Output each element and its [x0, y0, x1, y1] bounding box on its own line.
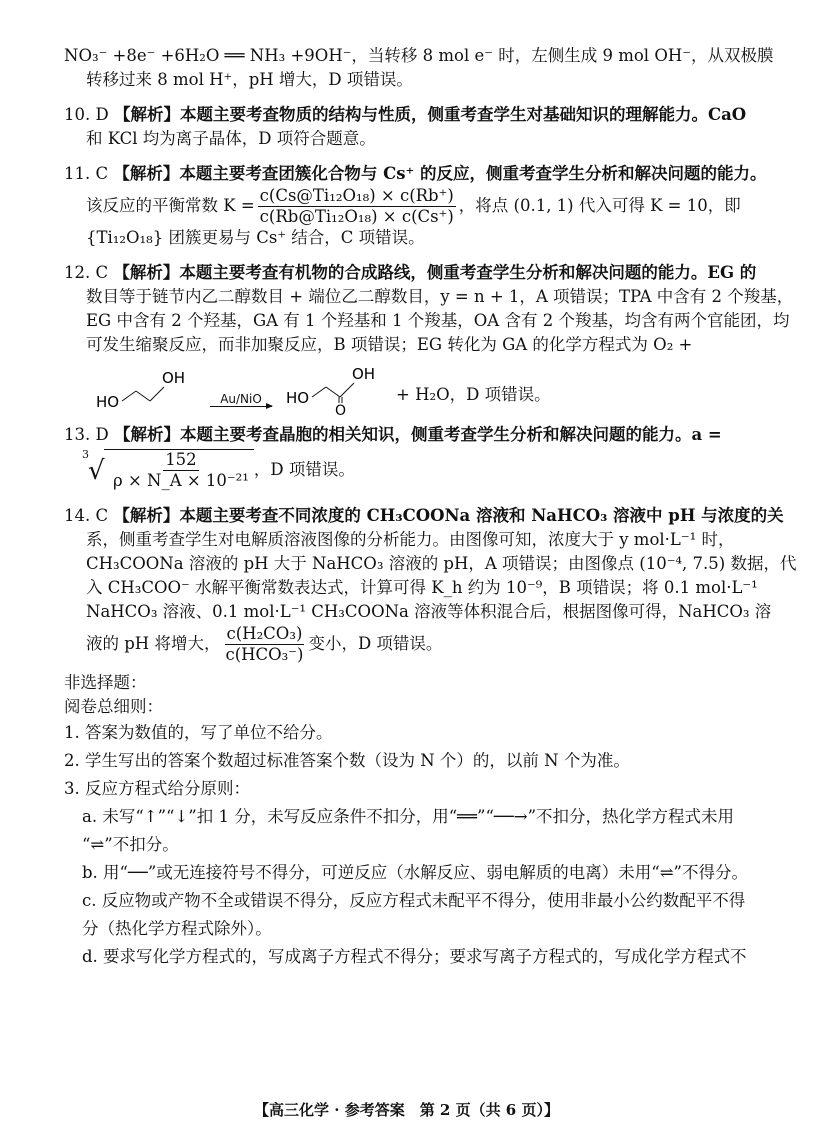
arrow-shaft — [210, 406, 272, 407]
radical-sign: √ — [88, 456, 105, 486]
ga-bond-3 — [340, 383, 354, 397]
ga-oh-label: OH — [352, 365, 376, 383]
q11-line-3: {Ti₁₂O₁₈} 团簇更易与 Cs⁺ 结合，C 项错误。 — [86, 228, 425, 247]
ga-bond-2 — [326, 387, 340, 397]
eg-bond-2 — [136, 391, 150, 401]
reaction-condition: Au/NiO — [220, 392, 262, 406]
eg-oh-label: OH — [162, 369, 186, 387]
q11-line-1 — [64, 162, 765, 186]
nonchoice-title: 非选择题： — [64, 673, 147, 692]
q12-line-2: 数目等于链节内乙二醇数目 + 端位乙二醇数目，y = n + 1，A 项错误；TPA 中含有 2 个羧基， — [86, 287, 794, 306]
rule-3c-line-1: c. 反应物或产物不全或错误不得分，反应方程式未配平不得分，使用非最小公约数配平不得 — [82, 891, 746, 910]
q13-fraction-denominator: ρ × N_A × 10⁻²¹ — [113, 471, 249, 490]
ga-o-label: O — [335, 403, 347, 415]
glycolic-acid-structure — [286, 363, 386, 415]
q14-formula-prefix: 液的 pH 将增大， — [86, 634, 221, 653]
q10-number: 10. D — [64, 105, 109, 124]
q14-number: 14. C — [64, 506, 109, 525]
q13-fraction — [111, 450, 251, 491]
rule-3a-line-1: a. 未写“↑”“↓”扣 1 分，未写反应条件不扣分，用“══”“──→”不扣分，热化学方程式未用 — [82, 807, 735, 826]
q10-text-1: 本题主要考查物质的结构与性质，侧重考查学生对基础知识的理解能力。CaO — [179, 105, 747, 124]
rule-3b: b. 用“──”或无连接符号不得分，可逆反应（水解反应、弱电解质的电离）未用“⇌”不得分。 — [82, 863, 748, 882]
q11-formula-line — [64, 186, 765, 226]
q10-block — [64, 103, 765, 151]
q11-equilibrium-fraction — [258, 186, 456, 227]
q11-block — [64, 162, 765, 250]
q12-text-1: 本题主要考查有机物的合成路线，侧重考查学生分析和解决问题的能力。EG 的 — [179, 263, 757, 282]
rules-title: 阅卷总细则： — [64, 697, 163, 716]
q12-number: 12. C — [64, 263, 109, 282]
q14-formula-suffix: 变小，D 项错误。 — [308, 634, 443, 653]
q12-scheme-tail: + H₂O，D 项错误。 — [396, 385, 551, 404]
q14-fraction-numerator: c(H₂CO₃) — [226, 623, 303, 643]
eg-bond-1 — [122, 391, 136, 401]
q14-text-1: 本题主要考查不同浓度的 CH₃COONa 溶液和 NaHCO₃ 溶液中 pH 与浓度的关 — [179, 506, 784, 525]
eg-ho-label: HO — [96, 393, 120, 411]
q14-formula-line — [64, 624, 765, 664]
q13-formula-line — [64, 447, 765, 493]
q11-formula-suffix: ，将点 (0.1, 1) 代入可得 K = 10，即 — [458, 196, 741, 215]
q11-number: 11. C — [64, 164, 109, 183]
q13-number: 13. D — [64, 425, 109, 444]
q12-reaction-scheme — [64, 361, 765, 415]
reaction-arrow — [210, 392, 272, 407]
q14-block — [64, 504, 797, 664]
q12-line-4: 可发生缩聚反应，而非加聚反应，B 项错误；EG 转化为 GA 的化学方程式为 O₂ + — [86, 335, 693, 354]
ethylene-glycol-structure — [96, 363, 196, 415]
q14-line-5: NaHCO₃ 溶液、0.1 mol·L⁻¹ CH₃COONa 溶液等体积混合后，根据图像可得，NaHCO₃ 溶 — [86, 602, 772, 621]
q14-analysis-tag: 【解析】 — [113, 506, 180, 525]
q12-line-1 — [64, 261, 765, 285]
ga-ho-label: HO — [286, 389, 310, 407]
root-body — [104, 449, 254, 491]
q14-fraction — [223, 624, 305, 665]
q11-text-1: 本题主要考查团簇化合物与 Cs⁺ 的反应，侧重考查学生分析和解决问题的能力。 — [179, 164, 767, 183]
q14-line-4: 入 CH₃COO⁻ 水解平衡常数表达式，计算可得 K_h 约为 10⁻⁹，B 项错误；将 0.1 mol·L⁻¹ — [86, 578, 758, 597]
q9-line-2: 转移过来 8 mol H⁺，pH 增大，D 项错误。 — [86, 70, 413, 89]
page-footer: 【高三化学 · 参考答案 第 2 页（共 6 页）】 — [254, 1101, 559, 1119]
cube-root — [82, 449, 254, 491]
q11-analysis-tag: 【解析】 — [113, 164, 180, 183]
rule-3: 3. 反应方程式给分原则： — [64, 779, 250, 798]
q13-line-1 — [64, 423, 765, 447]
q11-formula-prefix: 该反应的平衡常数 K = — [86, 196, 255, 215]
q11-fraction-denominator: c(Rb@Ti₁₂O₁₈) × c(Cs⁺) — [259, 206, 454, 226]
q14-line-1 — [64, 504, 784, 528]
ga-bond-1 — [312, 387, 326, 397]
rule-3d-line-1: d. 要求写化学方程式的，写成离子方程式不得分；要求写离子方程式的，写成化学方程式不 — [82, 947, 747, 966]
q10-line-1 — [64, 103, 765, 127]
eg-bond-3 — [150, 387, 164, 401]
q13-text-1: 本题主要考查晶胞的相关知识，侧重考查学生分析和解决问题的能力。a = — [179, 425, 722, 444]
rule-2: 2. 学生写出的答案个数超过标准答案个数（设为 N 个）的，以前 N 个为准。 — [64, 751, 630, 770]
q14-fraction-denominator: c(HCO₃⁻) — [225, 644, 304, 664]
q11-fraction-numerator: c(Cs@Ti₁₂O₁₈) × c(Rb⁺) — [259, 185, 454, 205]
q10-line-2: 和 KCl 均为离子晶体，D 项符合题意。 — [86, 129, 376, 148]
q13-analysis-tag: 【解析】 — [113, 425, 180, 444]
q9-line-1: NO₃⁻ +8e⁻ +6H₂O ══ NH₃ +9OH⁻，当转移 8 mol e⁻ 时，左侧生成 9 mol OH⁻，从双极膜 — [64, 46, 774, 65]
q13-formula-suffix: ，D 项错误。 — [253, 460, 355, 479]
root-index: 3 — [82, 448, 89, 461]
q10-analysis-tag: 【解析】 — [113, 105, 180, 124]
rule-1: 1. 答案为数值的，写了单位不给分。 — [64, 723, 333, 742]
q14-line-3: CH₃COONa 溶液的 pH 大于 NaHCO₃ 溶液的 pH，A 项错误；由图像点 (10⁻⁴, 7.5) 数据，代 — [86, 554, 797, 573]
q13-block — [64, 423, 765, 493]
nonchoice-section — [64, 671, 765, 971]
rule-3a-line-2: “⇌”不扣分。 — [82, 835, 179, 854]
q13-fraction-numerator: 152 — [165, 450, 197, 469]
q14-line-2: 系，侧重考查学生对电解质溶液图像的分析能力。由图像可知，浓度大于 y mol·L⁻¹ 时， — [86, 530, 735, 549]
q12-analysis-tag: 【解析】 — [113, 263, 180, 282]
rule-3c-line-2: 分（热化学方程式除外）。 — [82, 919, 272, 938]
q12-block — [64, 261, 794, 415]
q9-block — [64, 44, 774, 92]
q12-line-3: EG 中含有 2 个羟基，GA 有 1 个羟基和 1 个羧基，OA 含有 2 个羧基，均含有两个官能团，均 — [86, 311, 790, 330]
